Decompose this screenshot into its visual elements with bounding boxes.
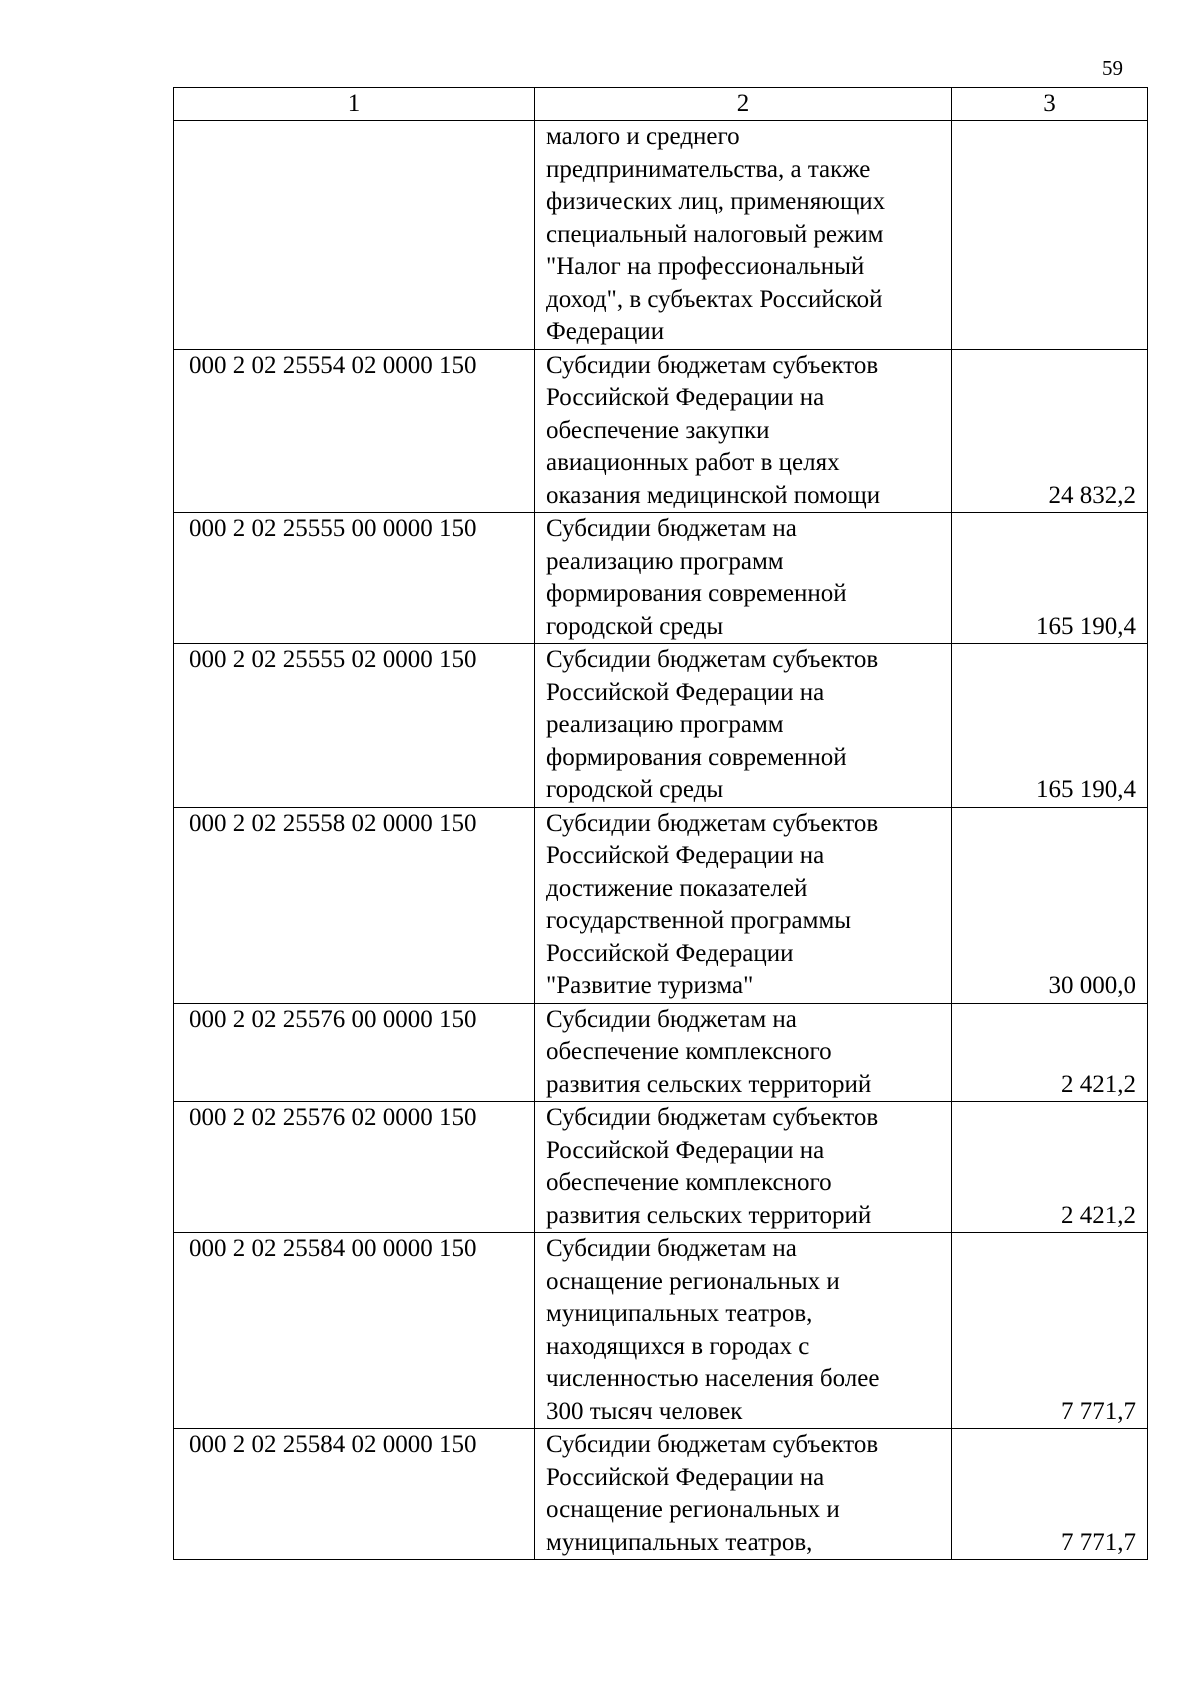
table-row <box>174 349 1148 513</box>
amount-cell: 24 832,2 <box>952 349 1148 513</box>
budget-code-cell: 000 2 02 25576 00 0000 150 <box>174 1003 535 1102</box>
description-line: Субсидии бюджетам на <box>546 515 797 542</box>
description-line: авиационных работ в целях <box>546 449 840 476</box>
amount-cell: 30 000,0 <box>952 807 1148 1003</box>
column-header-1: 1 <box>174 88 535 121</box>
description-line: обеспечение комплексного <box>546 1169 832 1196</box>
description-line: оснащение региональных и <box>546 1496 840 1523</box>
description-line: физических лиц, применяющих <box>546 188 886 215</box>
description-line: Субсидии бюджетам субъектов <box>546 646 879 673</box>
description-line: численностью населения более <box>546 1365 880 1392</box>
item-description-cell <box>535 807 952 1003</box>
item-description-cell <box>535 1003 952 1102</box>
amount-cell: 165 190,4 <box>952 644 1148 808</box>
description-line: обеспечение закупки <box>546 416 770 444</box>
description-line: "Налог на профессиональный <box>546 253 865 280</box>
item-description-cell <box>535 513 952 644</box>
table-row <box>174 1429 1148 1560</box>
budget-table <box>173 87 1148 1560</box>
description-line: Российской Федерации на <box>546 384 825 411</box>
description-line: городской среды <box>546 612 724 640</box>
description-line: муниципальных театров, <box>546 1300 813 1327</box>
item-description-cell <box>535 1429 952 1560</box>
description-line: Федерации <box>546 318 665 345</box>
description-line: городской среды <box>546 776 724 803</box>
item-description-cell <box>535 1233 952 1429</box>
description-line: Российской Федерации на <box>546 1463 825 1491</box>
description-line: реализацию программ <box>546 547 784 575</box>
budget-code-cell: 000 2 02 25584 02 0000 150 <box>174 1429 535 1560</box>
budget-code-cell: 000 2 02 25554 02 0000 150 <box>174 349 535 513</box>
column-header-3: 3 <box>952 88 1148 121</box>
description-line: Субсидии бюджетам на <box>546 1235 797 1262</box>
item-description-cell <box>535 349 952 513</box>
table-row <box>174 644 1148 808</box>
table-row <box>174 1003 1148 1102</box>
description-line: 300 тысяч человек <box>546 1397 743 1425</box>
table-row <box>174 1102 1148 1233</box>
page-number: 59 <box>1102 56 1123 80</box>
table-header-row <box>174 88 1148 121</box>
table-row <box>174 807 1148 1003</box>
description-line: находящихся в городах с <box>546 1332 810 1360</box>
table-row <box>174 121 1148 350</box>
description-line: "Развитие туризма" <box>546 972 754 999</box>
amount-cell: 7 771,7 <box>952 1429 1148 1560</box>
description-line: формирования современной <box>546 743 847 771</box>
amount-cell: 2 421,2 <box>952 1102 1148 1233</box>
description-line: обеспечение комплексного <box>546 1038 832 1065</box>
item-description-cell <box>535 1102 952 1233</box>
column-header-2: 2 <box>535 88 952 121</box>
budget-code-cell: 000 2 02 25555 00 0000 150 <box>174 513 535 644</box>
description-line: Российской Федерации на <box>546 842 825 869</box>
description-line: Субсидии бюджетам субъектов <box>546 809 879 837</box>
description-line: Российской Федерации <box>546 939 794 967</box>
description-line: Субсидии бюджетам субъектов <box>546 1431 879 1458</box>
amount-cell <box>952 121 1148 350</box>
description-line: Российской Федерации на <box>546 1136 825 1164</box>
description-line: Субсидии бюджетам субъектов <box>546 1104 879 1131</box>
table-body <box>174 121 1148 1560</box>
description-line: предпринимательства, а также <box>546 155 871 183</box>
description-line: развития сельских территорий <box>546 1070 872 1098</box>
description-line: специальный налоговый режим <box>546 220 884 248</box>
amount-cell: 165 190,4 <box>952 513 1148 644</box>
description-line: развития сельских территорий <box>546 1201 872 1229</box>
table-row <box>174 513 1148 644</box>
description-line: доход", в субъектах Российской <box>546 285 883 313</box>
item-description-cell <box>535 121 952 350</box>
description-line: реализацию программ <box>546 711 784 738</box>
description-line: Субсидии бюджетам субъектов <box>546 351 879 379</box>
budget-code-cell: 000 2 02 25584 00 0000 150 <box>174 1233 535 1429</box>
budget-code-cell <box>174 121 535 350</box>
amount-cell: 7 771,7 <box>952 1233 1148 1429</box>
description-line: оказания медицинской помощи <box>546 481 881 509</box>
budget-code-cell: 000 2 02 25558 02 0000 150 <box>174 807 535 1003</box>
item-description-cell <box>535 644 952 808</box>
description-line: малого и среднего <box>546 123 740 150</box>
description-line: Субсидии бюджетам на <box>546 1005 797 1033</box>
description-line: формирования современной <box>546 580 847 607</box>
description-line: Российской Федерации на <box>546 678 825 706</box>
description-line: муниципальных театров, <box>546 1528 813 1556</box>
table-row <box>174 1233 1148 1429</box>
budget-code-cell: 000 2 02 25576 02 0000 150 <box>174 1102 535 1233</box>
description-line: государственной программы <box>546 907 852 934</box>
amount-cell: 2 421,2 <box>952 1003 1148 1102</box>
description-line: оснащение региональных и <box>546 1267 840 1295</box>
budget-code-cell: 000 2 02 25555 02 0000 150 <box>174 644 535 808</box>
description-line: достижение показателей <box>546 874 808 902</box>
